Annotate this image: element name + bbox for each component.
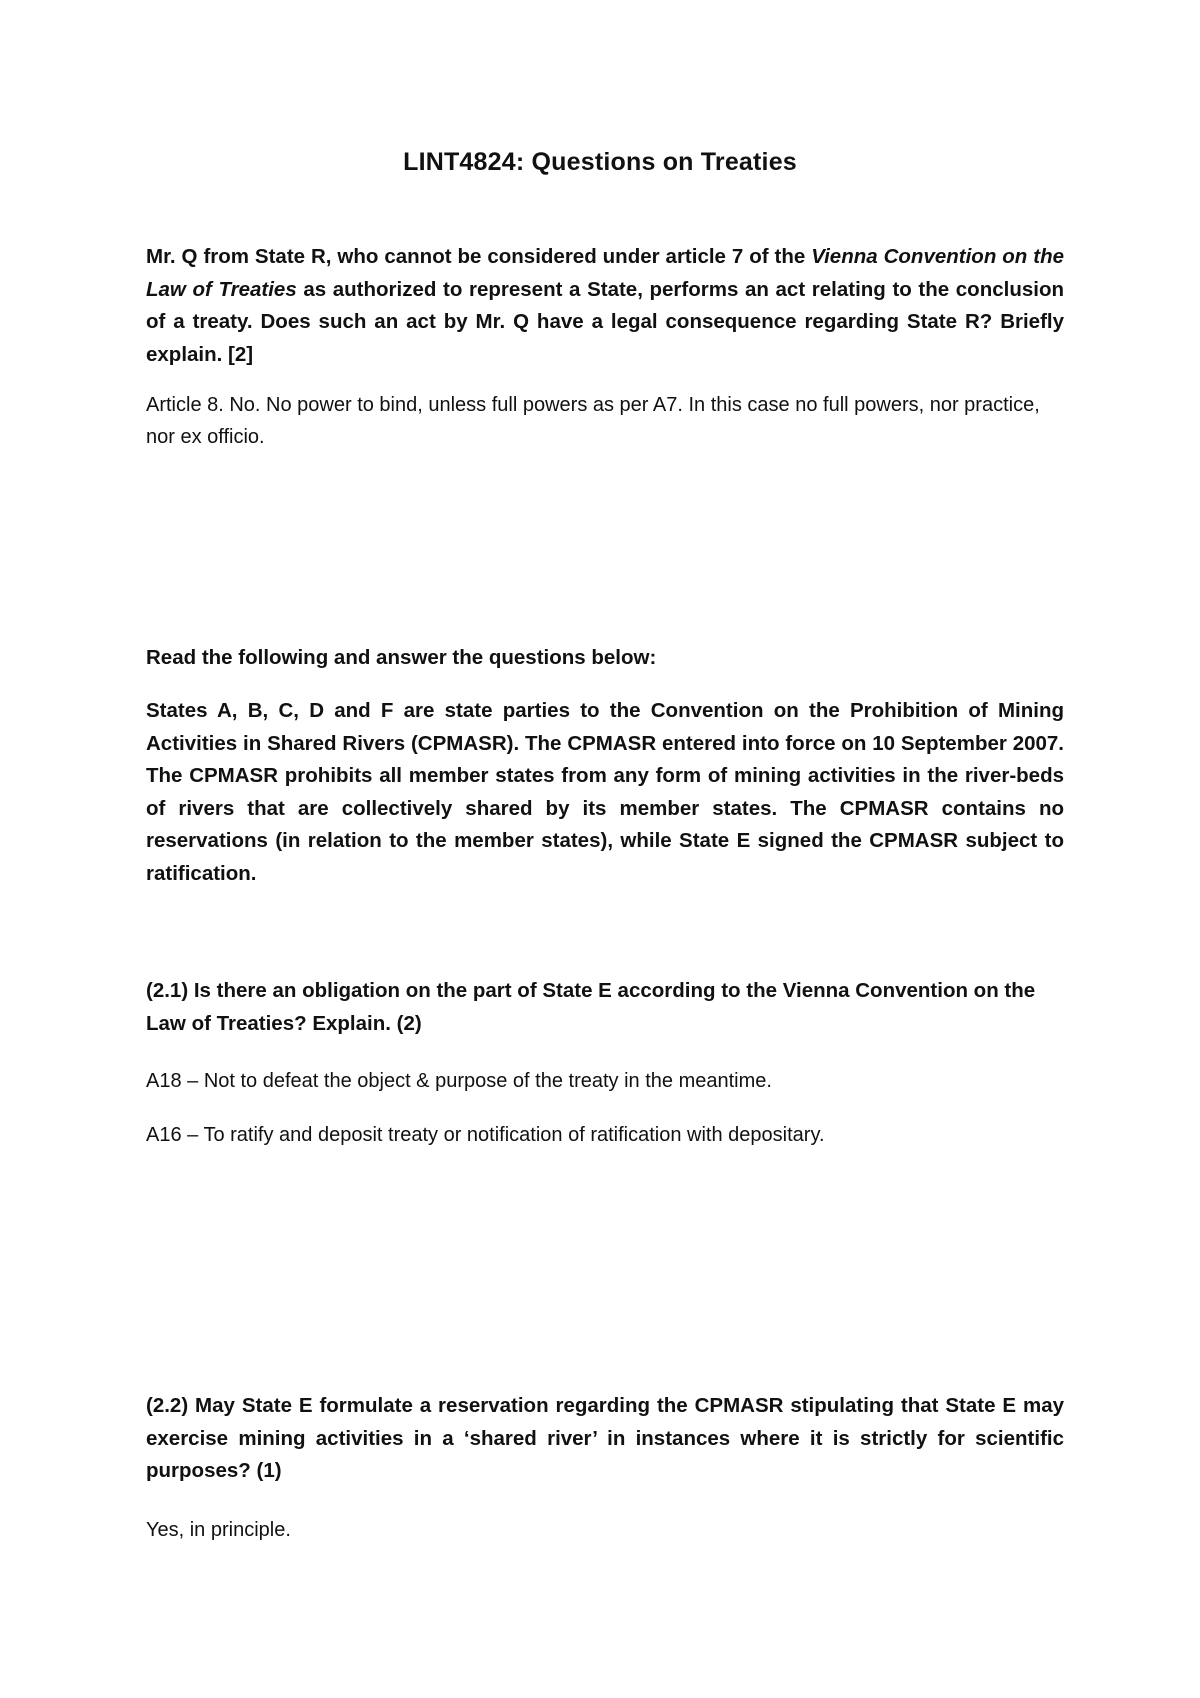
question-1-text-end: as authorized to represent a State, performs an act relating to the conclusion of a treaty. Does such an act by Mr. Q have a legal consequence regarding State R? Briefly explain. [2] [146, 277, 1064, 366]
question-1-text-start: Mr. Q from State R, who cannot be considered under article 7 of the [146, 245, 812, 268]
question-2-2: (2.2) May State E formulate a reservation regarding the CPMASR stipulating that State E may exercise mining activities in a ‘shared river’ in instances where it is strictly for scientific purposes? (1) [146, 1394, 1064, 1482]
page-title: LINT4824: Questions on Treaties [403, 148, 797, 176]
instruction: Read the following and answer the questions below: [146, 646, 657, 669]
answer-2-1-a18: A18 – Not to defeat the object & purpose of the treaty in the meantime. [146, 1070, 772, 1092]
answer-1: Article 8. No. No power to bind, unless full powers as per A7. In this case no full powers, nor practice, nor ex officio. [146, 394, 1040, 448]
answer-2-2: Yes, in principle. [146, 1519, 291, 1541]
question-1-italic-title: Vienna Convention on the Law of Treaties [146, 245, 1065, 301]
question-1 [146, 241, 1064, 371]
scenario-paragraph: States A, B, C, D and F are state parties to the Convention on the Prohibition of Mining Activities in Shared Rivers (CPMASR). The CPMASR entered into force on 10 September 2007. The CPMASR prohibits all member states from any form of mining activities in the river-beds of rivers that are collectively shared by its member states. The CPMASR contains no reservations (in relation to the member states), while State E signed the CPMASR subject to ratification. [146, 699, 1064, 885]
answer-2-1-a16: A16 – To ratify and deposit treaty or notification of ratification with depositary. [146, 1124, 825, 1146]
question-2-1: (2.1) Is there an obligation on the part of State E according to the Vienna Convention on the Law of Treaties? Explain. (2) [146, 979, 1036, 1035]
